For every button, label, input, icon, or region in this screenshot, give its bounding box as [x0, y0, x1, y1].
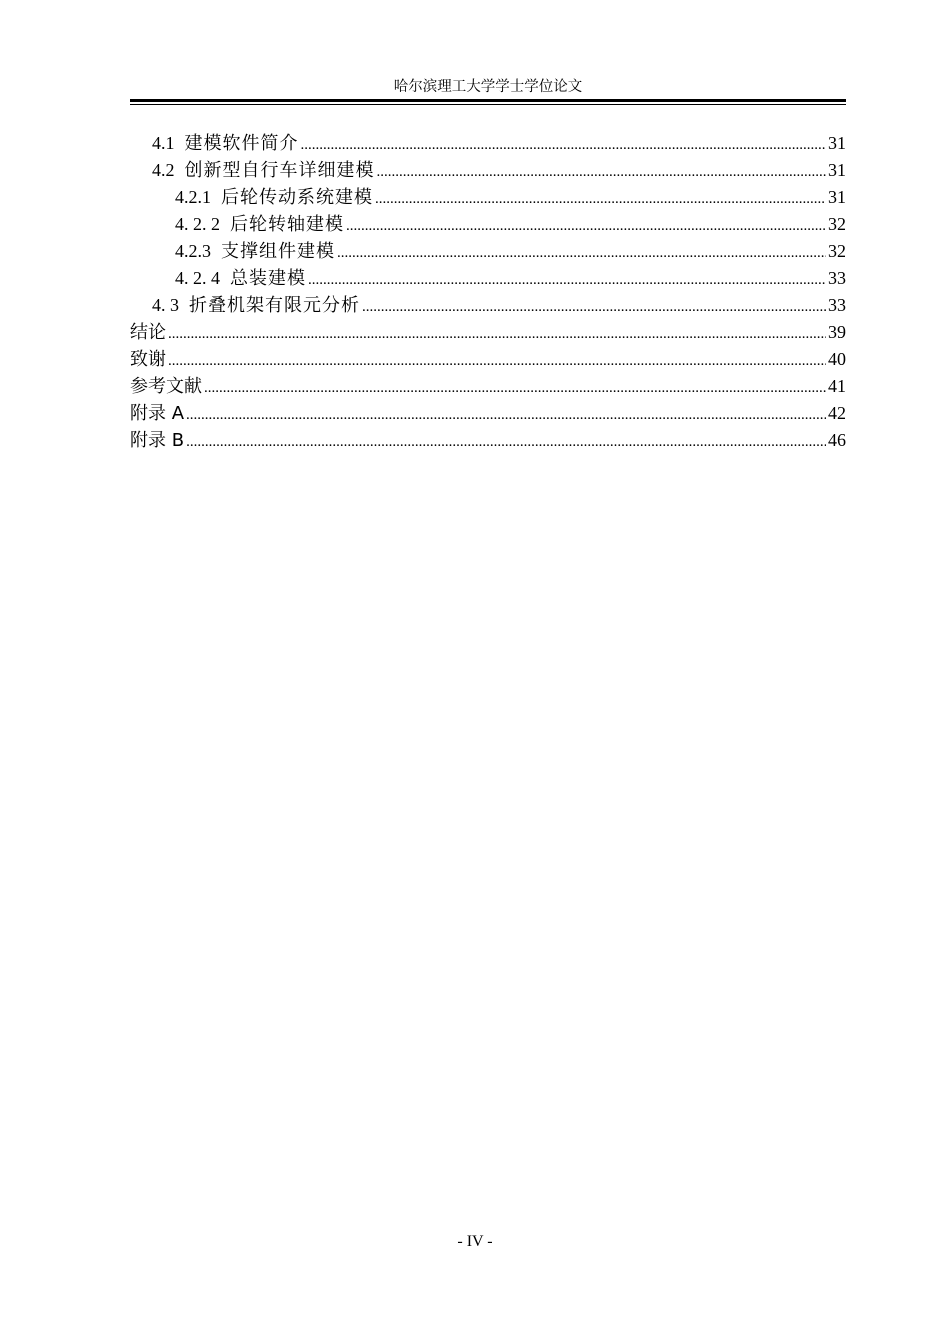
- toc-entry[interactable]: [130, 292, 846, 319]
- toc-entry-page: 32: [828, 241, 846, 261]
- toc-entry-title: 创新型自行车详细建模: [184, 160, 375, 181]
- toc-entry[interactable]: [130, 373, 846, 400]
- toc-entry-title: 后轮传动系统建模: [221, 187, 373, 208]
- toc-entry[interactable]: [130, 265, 846, 292]
- toc-entry-title: 后轮转轴建模: [230, 214, 344, 235]
- toc-leader-dots: [301, 132, 827, 159]
- toc-entry-page: 33: [828, 295, 846, 315]
- toc-entry-page: 31: [828, 133, 846, 153]
- toc-entry-number: 4. 2. 4: [175, 268, 220, 288]
- toc-entry-number: 4.2.3: [175, 241, 211, 261]
- toc-entry[interactable]: [130, 157, 846, 184]
- toc-entry-number: 4.2.1: [175, 187, 211, 207]
- toc-entry-page: 46: [828, 430, 846, 450]
- toc-leader-dots: [346, 213, 826, 240]
- table-of-contents: [130, 130, 846, 454]
- toc-entry-page: 40: [828, 349, 846, 369]
- header-rule-thin: [130, 104, 846, 105]
- toc-entry-title: 参考文献: [130, 376, 202, 397]
- header-rule-thick: [130, 99, 846, 102]
- toc-entry-title: 支撑组件建模: [221, 241, 335, 262]
- toc-entry[interactable]: [130, 400, 846, 427]
- toc-entry-title: 总装建模: [230, 268, 306, 289]
- toc-entry[interactable]: [130, 184, 846, 211]
- toc-leader-dots: [186, 429, 826, 456]
- toc-entry-page: 31: [828, 160, 846, 180]
- toc-entry[interactable]: [130, 319, 846, 346]
- page-number: - IV -: [457, 1233, 493, 1250]
- toc-entry-title: 附录 A: [130, 403, 185, 424]
- toc-entry-page: 39: [828, 322, 846, 342]
- toc-entry-page: 32: [828, 214, 846, 234]
- toc-entry[interactable]: [130, 427, 846, 454]
- toc-entry-number: 4.2: [152, 160, 175, 180]
- toc-leader-dots: [362, 294, 826, 321]
- toc-entry-number: 4. 3: [152, 295, 179, 315]
- toc-entry-title: 折叠机架有限元分析: [189, 295, 360, 316]
- toc-entry-page: 42: [828, 403, 846, 423]
- toc-entry-number: 4. 2. 2: [175, 214, 220, 234]
- toc-leader-dots: [337, 240, 826, 267]
- toc-entry[interactable]: [130, 130, 846, 157]
- toc-entry-title: 建模软件简介: [184, 133, 299, 154]
- toc-leader-dots: [375, 186, 826, 213]
- toc-entry-title: 附录 B: [130, 430, 185, 451]
- toc-entry[interactable]: [130, 211, 846, 238]
- toc-leader-dots: [204, 375, 826, 402]
- toc-entry-title: 结论: [130, 322, 166, 343]
- toc-leader-dots: [186, 402, 826, 429]
- toc-leader-dots: [168, 321, 826, 348]
- toc-entry-page: 41: [828, 376, 846, 396]
- toc-entry[interactable]: [130, 238, 846, 265]
- toc-leader-dots: [308, 267, 826, 294]
- toc-leader-dots: [377, 159, 827, 186]
- toc-entry-number: 4.1: [152, 133, 175, 153]
- toc-entry-page: 31: [828, 187, 846, 207]
- toc-entry-title: 致谢: [130, 349, 166, 370]
- toc-leader-dots: [168, 348, 826, 375]
- toc-entry[interactable]: [130, 346, 846, 373]
- toc-entry-page: 33: [828, 268, 846, 288]
- running-header-title: 哈尔滨理工大学学士学位论文: [393, 79, 583, 95]
